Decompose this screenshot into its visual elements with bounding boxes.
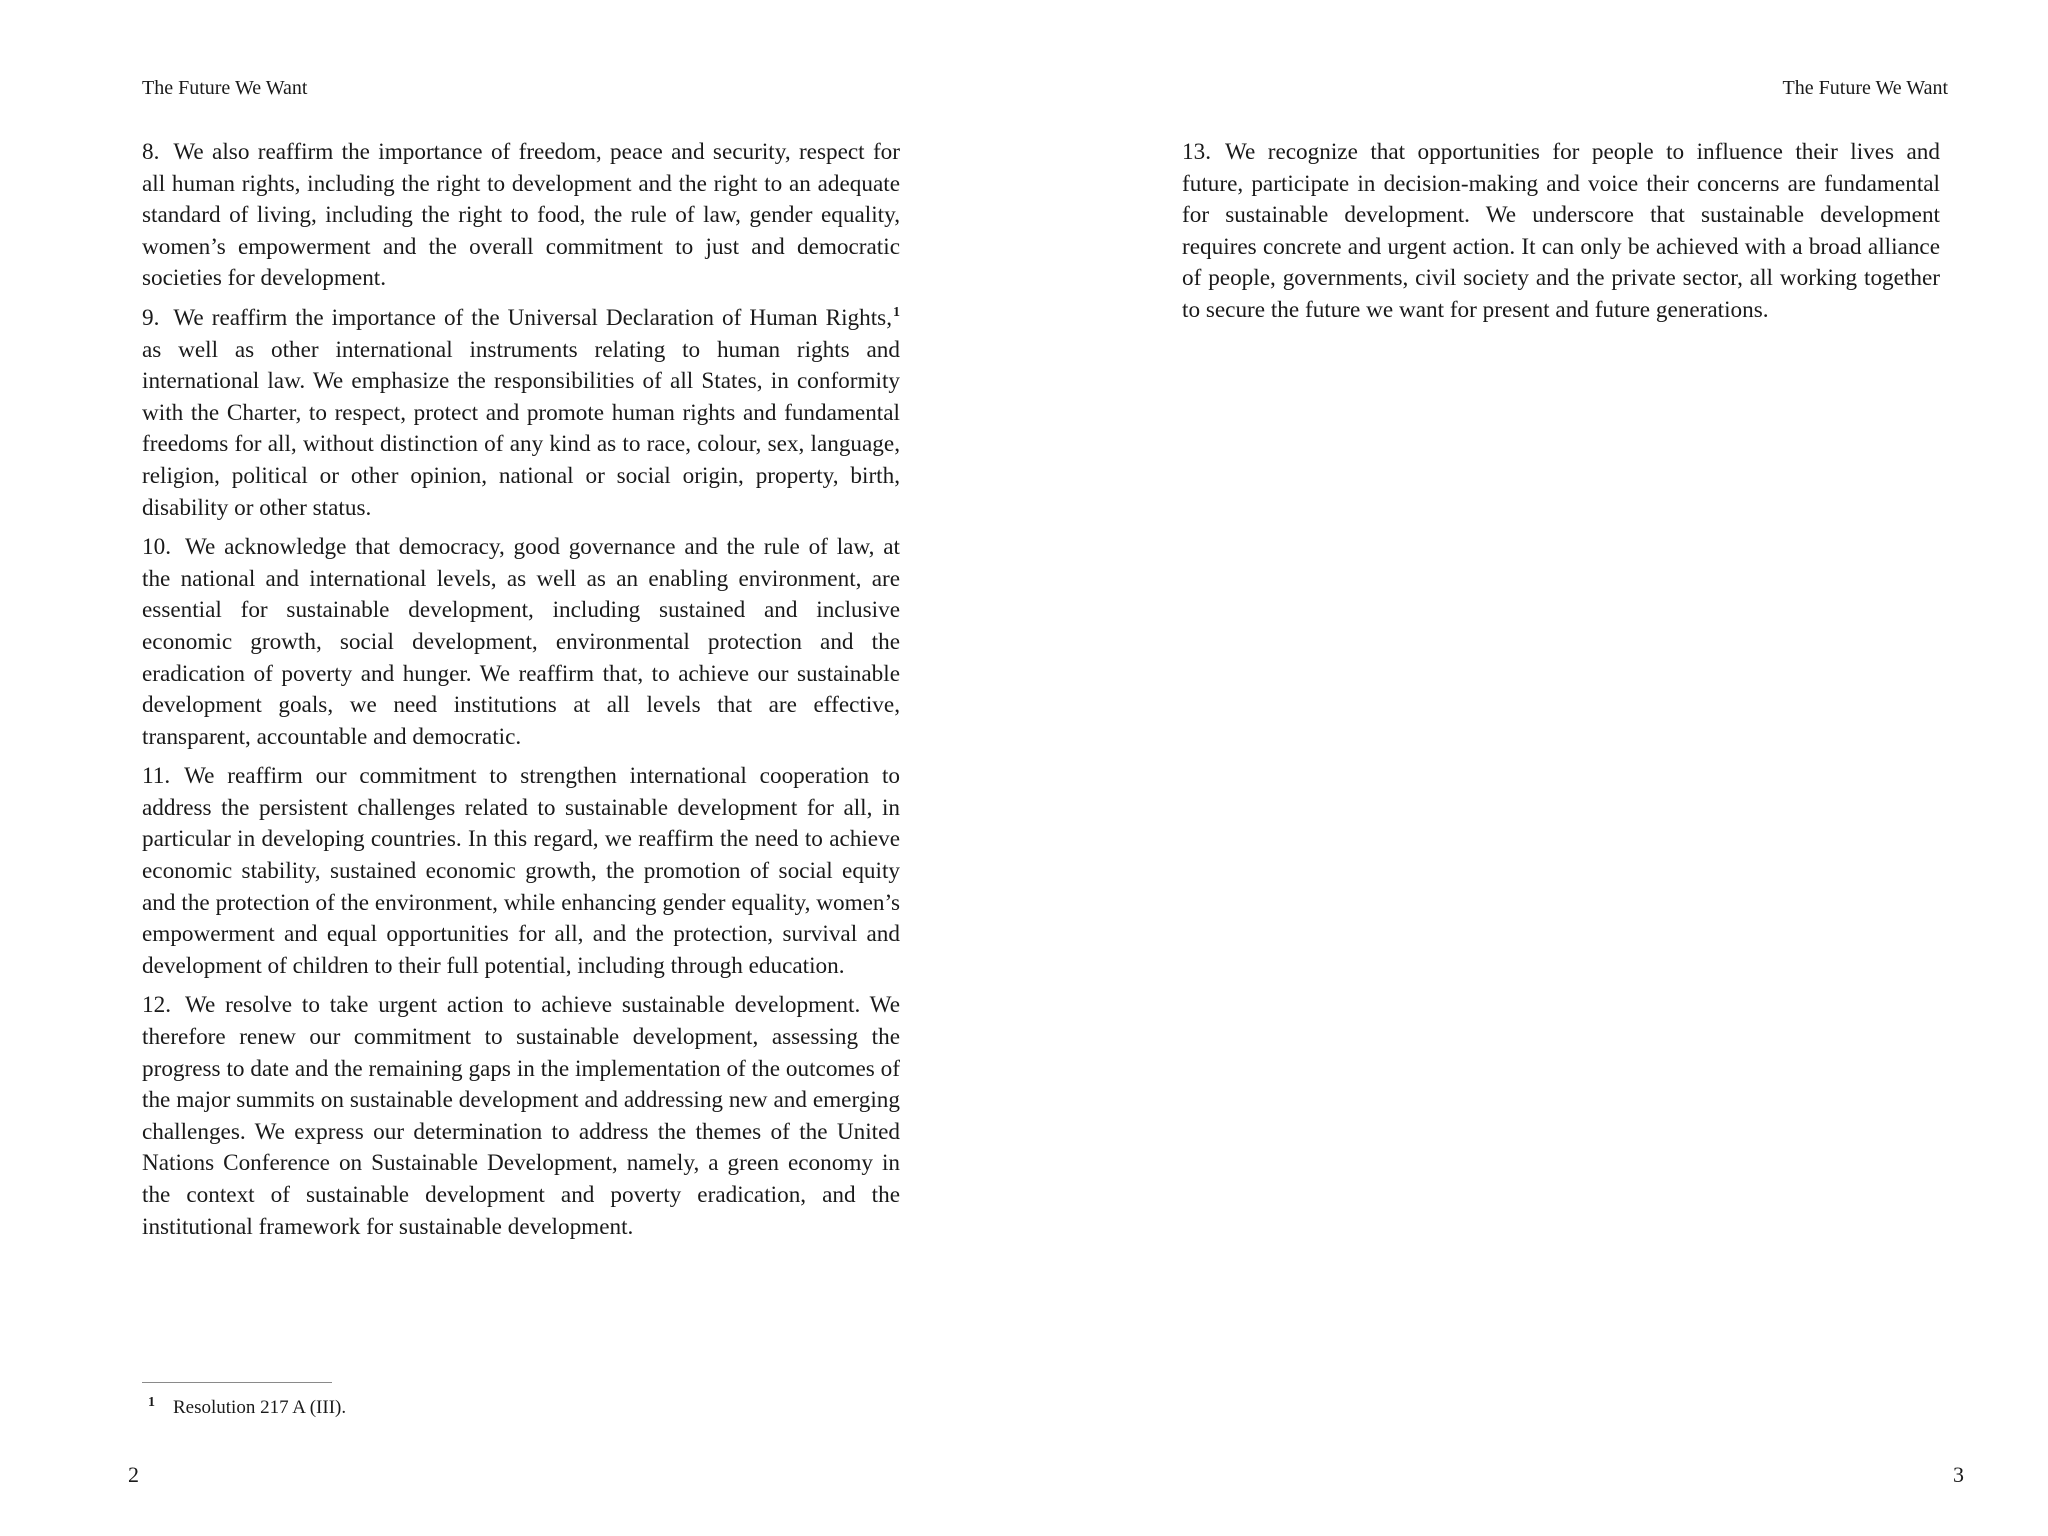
paragraph-11 [142,761,900,982]
paragraph-text: We also reaffirm the importance of freedom, peace and security, respect for all human rights, including the right to development and the right to an adequate standard of living, including the right to food, the rule of law, gender equality, women’s empowerment and the overall commitment to just and democratic societies for development. [142,139,900,292]
paragraph-text-continued: as well as other international instruments relating to human rights and international law. We emphasize the responsibilities of all States, in conformity with the Charter, to respect, protect and promote human rights and fundamental freedoms for all, without distinction of any kind as to race, colour, sex, language, religion, political or other opinion, national or social origin, property, birth, disability or other status. [142,336,900,521]
running-head: The Future We Want [1782,77,1948,99]
running-head: The Future We Want [142,77,308,99]
paragraph-text: We reaffirm the importance of the Universal Declaration of Human Rights, [173,304,892,331]
paragraph-number: 11. [142,763,171,790]
page-number: 3 [1953,1462,1964,1487]
paragraph-8 [142,137,900,295]
paragraph-number: 10. [142,534,171,561]
paragraph-number: 8. [142,139,160,165]
right-page [1024,0,2048,1536]
body-text [1182,137,1940,335]
paragraph-text: We resolve to take urgent action to achieve sustainable development. We therefore renew our commitment to sustainable development, assessing the progress to date and the remaining gaps in the implementation of the outcomes of the major summits on sustainable development and addressing new and emerging challenges. We express our determination to address the themes of the United Nations Conference on Sustainable Development, namely, a green economy in the context of sustainable development and poverty eradication, and the institutional framework for sustainable development. [142,992,900,1240]
footnote-reference[interactable]: 1 [893,305,900,321]
paragraph-number: 13. [1182,139,1211,165]
paragraph-13 [1182,137,1940,327]
body-text [142,137,900,1251]
page-number: 2 [128,1462,139,1487]
paragraph-9 [142,303,900,524]
paragraph-text: We reaffirm our commitment to strengthen international cooperation to address the persistent challenges related to sustainable development for all, in particular in developing countries. In this regard, we reaffirm the need to achieve economic stability, sustained economic growth, the promotion of social equity and the protection of the environment, while enhancing gender equality, women’s empowerment and equal opportunities for all, and the protection, survival and development of children to their full potential, including through education. [142,763,900,979]
paragraph-number: 12. [142,992,171,1019]
paragraph-text: We recognize that opportunities for people to influence their lives and future, participate in decision-making and voice their concerns are fundamental for sustainable development. We underscore that sustainable development requires concrete and urgent action. It can only be achieved with a broad alliance of people, governments, civil society and the private sector, all working together to secure the future we want for present and future generations. [1182,139,1940,323]
paragraph-12 [142,990,900,1243]
footnote: 1 Resolution 217 A (III). [148,1394,347,1418]
paragraph-text: We acknowledge that democracy, good governance and the rule of law, at the national and international levels, as well as an enabling environment, are essential for sustainable development, including sustained and inclusive economic growth, social development, environmental protection and the eradication of poverty and hunger. We reaffirm that, to achieve our sustainable development goals, we need institutions at all levels that are effective, transparent, accountable and democratic. [142,534,900,750]
footnote-text: Resolution 217 A (III). [173,1397,347,1418]
paragraph-number: 9. [142,304,160,331]
paragraph-10 [142,532,900,753]
footnote-divider [142,1382,332,1383]
